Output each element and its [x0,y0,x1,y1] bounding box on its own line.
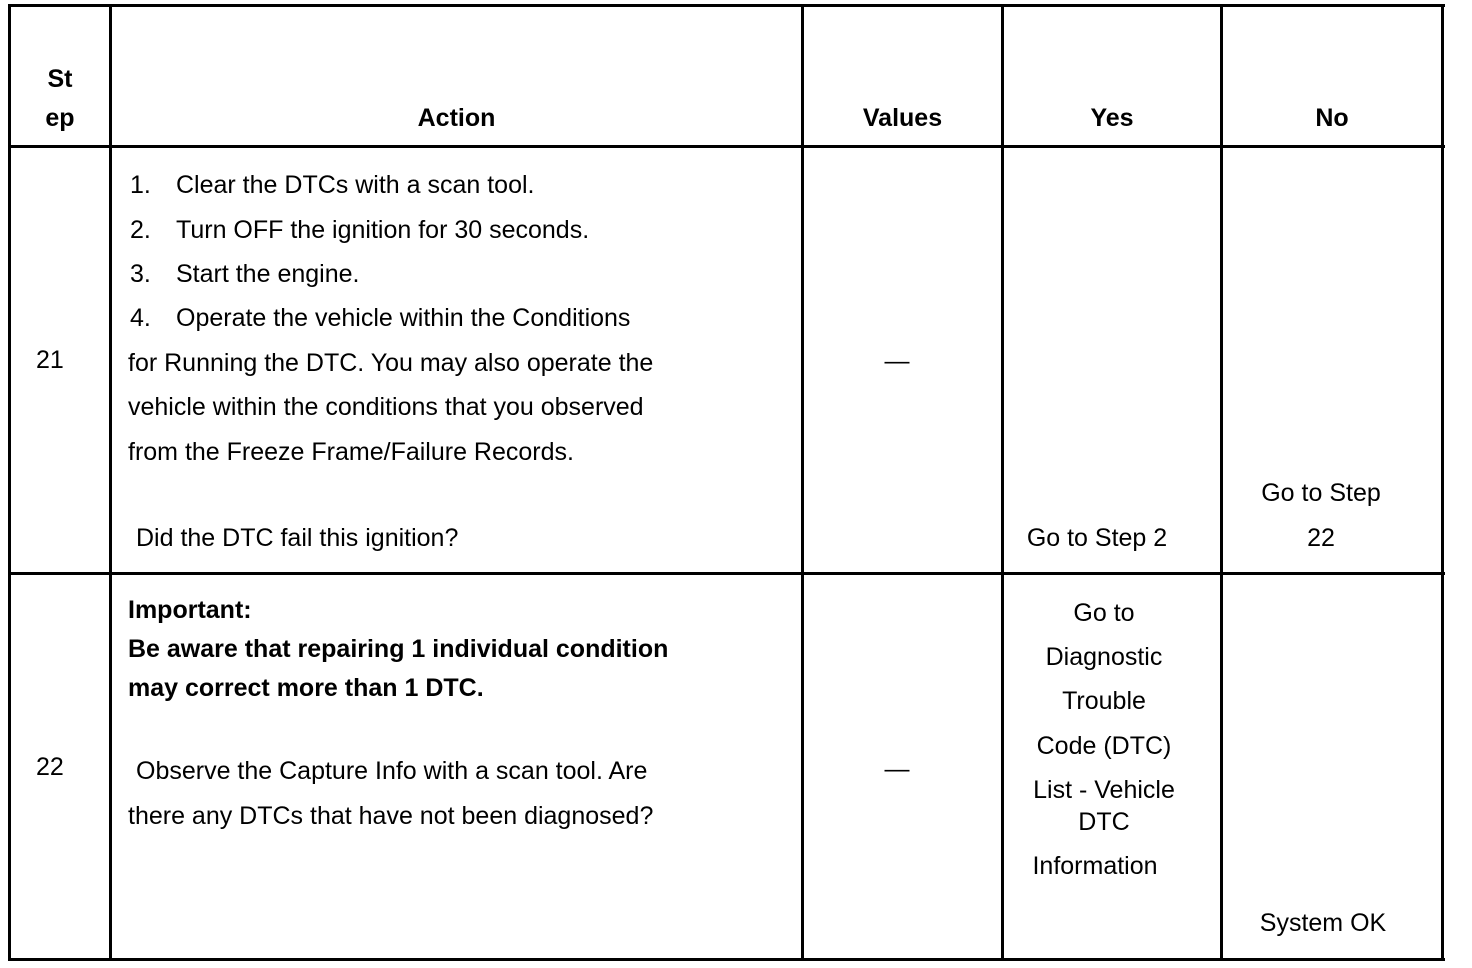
header-values: Values [862,104,943,132]
action-continuation: for Running the DTC. You may also operate the [128,349,654,377]
action-text: Operate the vehicle within the Conditions [176,304,631,332]
header-step-line1: St [47,65,73,93]
header-yes: Yes [1090,104,1134,132]
step-number: 21 [36,346,64,374]
yes-cell-line: Diagnostic [1045,643,1163,671]
header-action: Action [417,104,496,132]
action-question: Did the DTC fail this ignition? [136,524,459,552]
important-text: may correct more than 1 DTC. [128,674,484,702]
action-number: 2. [130,216,151,244]
important-text: Be aware that repairing 1 individual condition [128,635,669,663]
values-cell: — [884,755,910,783]
no-cell: System OK [1259,909,1387,937]
action-question: there any DTCs that have not been diagnosed? [128,802,654,830]
yes-cell-line: Go to [1073,599,1135,627]
action-number: 4. [130,304,151,332]
yes-cell: Go to Step 2 [1026,524,1168,552]
action-text: Clear the DTCs with a scan tool. [176,171,535,199]
column-border-right [1441,4,1444,961]
action-text: Turn OFF the ignition for 30 seconds. [176,216,590,244]
important-label: Important: [128,596,252,624]
action-question: Observe the Capture Info with a scan tool. Are [136,757,648,785]
row-divider [8,572,1445,575]
step-number: 22 [36,753,64,781]
action-number: 1. [130,171,151,199]
header-step-line2: ep [45,104,75,132]
yes-cell-line: DTC [1078,808,1130,836]
no-cell-line1: Go to Step [1261,479,1381,507]
yes-cell-line: Trouble [1062,687,1146,715]
action-number: 3. [130,260,151,288]
column-divider-step [109,4,112,961]
no-cell-line2: 22 [1307,524,1335,552]
header-no: No [1315,104,1349,132]
table-border-bottom [8,958,1445,961]
yes-cell-line: Information [1032,852,1158,880]
column-border-left [8,4,11,961]
yes-cell-line: List - Vehicle [1033,776,1175,804]
column-divider-action [801,4,804,961]
action-text: Start the engine. [176,260,360,288]
header-divider [8,145,1445,148]
action-continuation: from the Freeze Frame/Failure Records. [128,438,574,466]
action-continuation: vehicle within the conditions that you observed [128,393,644,421]
values-cell: — [884,347,910,375]
yes-cell-line: Code (DTC) [1036,732,1172,760]
table-border-top [8,4,1445,7]
